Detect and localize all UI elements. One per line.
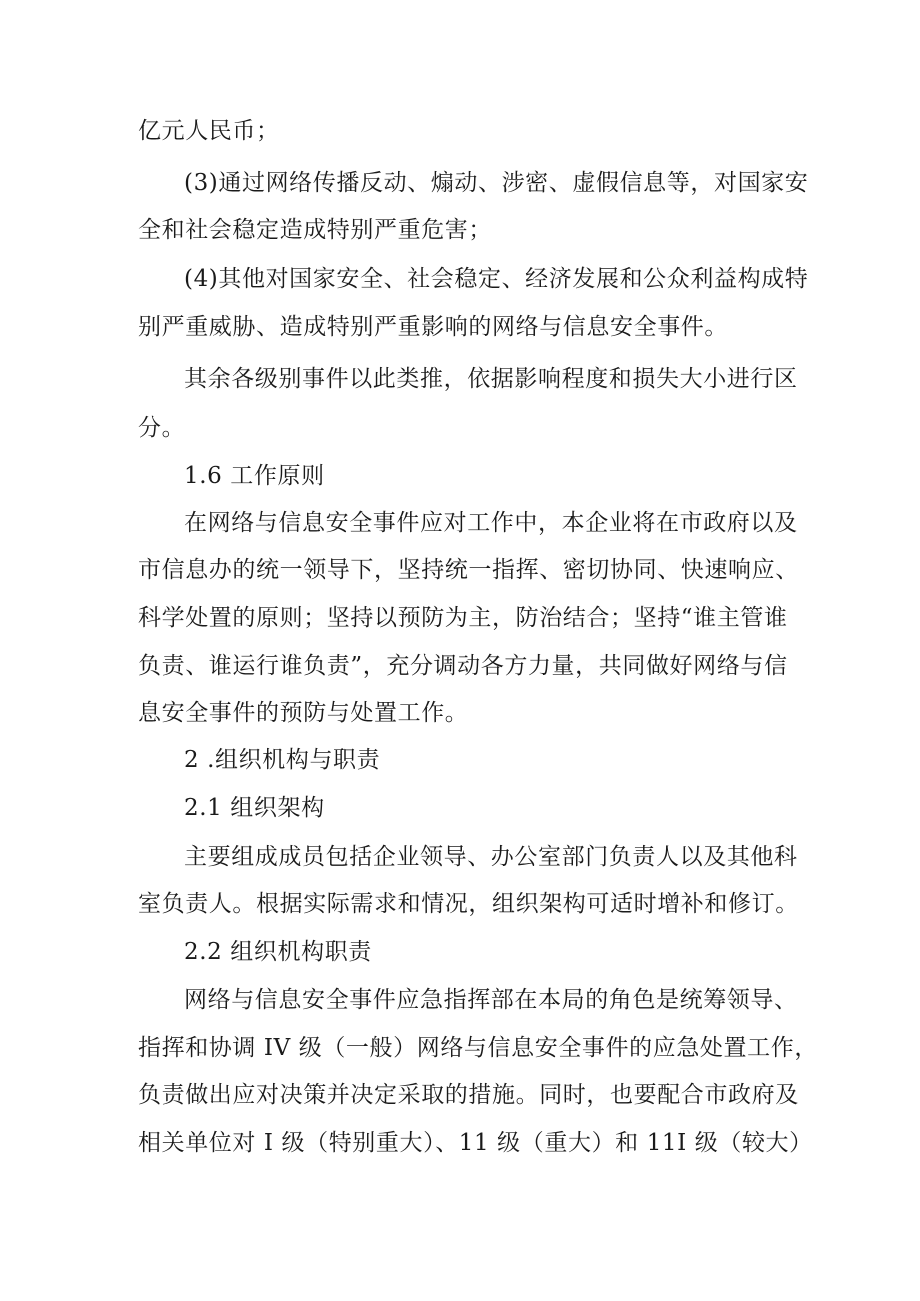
paragraph-line: 分。 xyxy=(138,415,186,441)
paragraph-line: 负责、谁运行谁负责”，充分调动各方力量，共同做好网络与信 xyxy=(138,653,788,679)
section-heading-2-2: 2.2 组织机构职责 xyxy=(184,939,372,965)
section-heading-1-6: 1.6 工作原则 xyxy=(184,463,325,489)
paragraph-line: 全和社会稳定造成特别严重危害； xyxy=(138,217,492,243)
list-item-3: (3)通过网络传播反动、煽动、涉密、虚假信息等，对国家安 xyxy=(184,170,809,196)
section-heading-2-1: 2.1 组织架构 xyxy=(184,795,325,821)
paragraph-line: 指挥和协调 IV 级（一般）网络与信息安全事件的应急处置工作， xyxy=(138,1035,818,1061)
section-heading-2: 2 .组织机构与职责 xyxy=(184,747,381,773)
paragraph-line: 息安全事件的预防与处置工作。 xyxy=(138,700,469,726)
paragraph-line: 主要组成成员包括企业领导、办公室部门负责人以及其他科 xyxy=(184,844,798,870)
paragraph-line: 网络与信息安全事件应急指挥部在本局的角色是统筹领导、 xyxy=(184,987,798,1013)
paragraph-line: 负责做出应对决策并决定采取的措施。同时，也要配合市政府及 xyxy=(138,1082,799,1108)
paragraph-line: 在网络与信息安全事件应对工作中，本企业将在市政府以及 xyxy=(184,510,798,536)
paragraph-line: 其余各级别事件以此类推，依据影响程度和损失大小进行区 xyxy=(184,366,798,392)
paragraph-line: 相关单位对 I 级（特别重大）、11 级（重大）和 11I 级（较大） xyxy=(138,1130,813,1156)
paragraph-line: 别严重威胁、造成特别严重影响的网络与信息安全事件。 xyxy=(138,314,728,340)
paragraph-line: 市信息办的统一领导下，坚持统一指挥、密切协同、快速响应、 xyxy=(138,557,799,583)
paragraph-line: 亿元人民币； xyxy=(138,118,280,144)
list-item-4: (4)其他对国家安全、社会稳定、经济发展和公众利益构成特 xyxy=(184,266,809,292)
paragraph-line: 室负责人。根据实际需求和情况，组织架构可适时增补和修订。 xyxy=(138,891,799,917)
paragraph-line: 科学处置的原则；坚持以预防为主，防治结合；坚持“谁主管谁 xyxy=(138,605,788,631)
